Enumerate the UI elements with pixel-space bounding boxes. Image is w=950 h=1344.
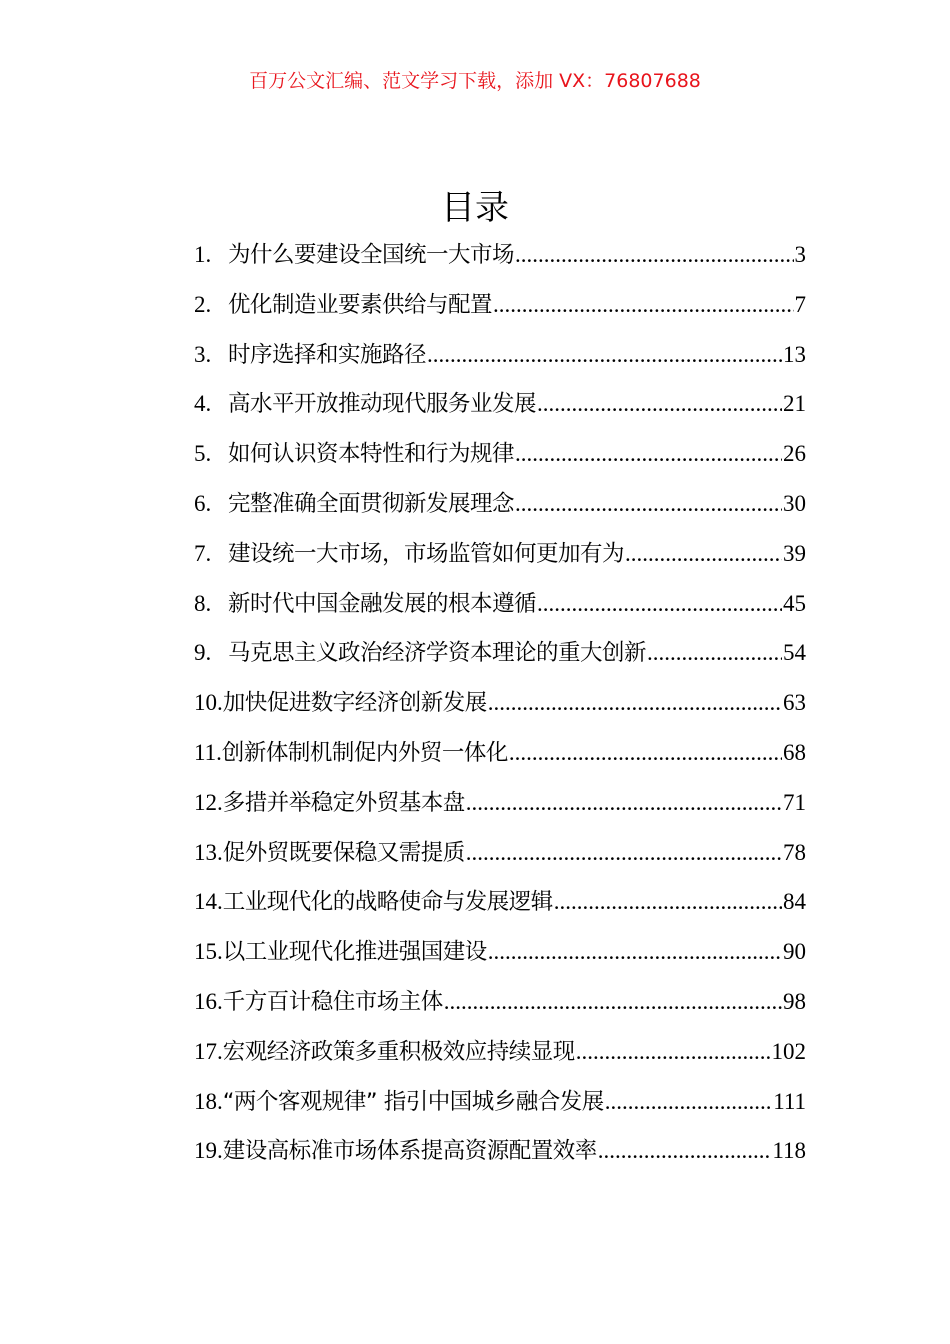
toc-title: 时序选择和实施路径 [228, 341, 427, 368]
toc-entry[interactable] [194, 778, 806, 828]
dot-leader [444, 977, 782, 1027]
toc-entry[interactable] [194, 429, 806, 479]
dot-leader [427, 330, 782, 380]
toc-entry[interactable] [194, 1077, 806, 1127]
dot-leader [488, 678, 782, 728]
toc-entry[interactable] [194, 678, 806, 728]
toc-entry[interactable] [194, 628, 806, 678]
toc-page: 39 [783, 540, 806, 566]
toc-title: 促外贸既要保稳又需提质 [222, 839, 465, 866]
dot-leader [488, 927, 782, 977]
toc-number: 2. [194, 291, 212, 317]
toc-page: 45 [783, 590, 806, 616]
toc-number: 14. [194, 889, 223, 915]
dot-leader [537, 579, 782, 629]
toc-page: 26 [783, 441, 806, 467]
toc-entry[interactable] [194, 330, 806, 380]
toc-title: 以工业现代化推进强国建设 [222, 939, 487, 966]
toc-page: 102 [771, 1038, 806, 1064]
dot-leader [466, 778, 782, 828]
toc-entry[interactable] [194, 579, 806, 629]
toc-entry[interactable] [194, 828, 806, 878]
toc-page: 30 [783, 490, 806, 516]
toc-title: 创新体制机制促内外贸一体化 [221, 739, 508, 766]
toc-title: 高水平开放推动现代服务业发展 [228, 391, 537, 418]
toc-title: “两个客观规律” 指引中国城乡融合发展 [222, 1088, 604, 1115]
toc-page: 68 [783, 739, 806, 765]
toc-page: 118 [772, 1138, 806, 1164]
toc-number: 5. [194, 441, 212, 467]
dot-leader [537, 379, 782, 429]
toc-entry[interactable] [194, 379, 806, 429]
watermark-header: 百万公文汇编、范文学习下载，添加 VX：76807688 [249, 70, 701, 92]
toc-entry[interactable] [194, 728, 806, 778]
toc-page: 7 [794, 291, 806, 317]
toc-page: 71 [783, 789, 806, 815]
toc-number: 10. [194, 690, 223, 716]
dot-leader [466, 828, 782, 878]
dot-leader [598, 1126, 772, 1176]
toc-title: 宏观经济政策多重积极效应持续显现 [222, 1038, 575, 1065]
toc-page: 3 [794, 242, 806, 267]
toc-number: 11. [194, 739, 222, 765]
toc-number: 13. [194, 839, 223, 865]
toc-entry[interactable] [194, 230, 806, 280]
dot-leader [515, 479, 782, 529]
toc-entry[interactable] [194, 479, 806, 529]
toc-number: 17. [194, 1038, 223, 1064]
toc-entry[interactable] [194, 1126, 806, 1176]
toc-title: 加快促进数字经济创新发展 [222, 690, 487, 717]
toc-entry[interactable] [194, 977, 806, 1027]
toc-number: 6. [194, 490, 212, 516]
toc-number: 18. [194, 1088, 223, 1114]
toc-entry[interactable] [194, 927, 806, 977]
toc-title: 新时代中国金融发展的根本遵循 [228, 590, 537, 617]
toc-page: 90 [783, 939, 806, 965]
toc-title: 工业现代化的战略使命与发展逻辑 [222, 889, 553, 916]
toc-entry[interactable] [194, 1027, 806, 1077]
toc-title: 优化制造业要素供给与配置 [228, 291, 493, 318]
toc-page: 84 [783, 889, 806, 915]
toc-number: 1. [194, 242, 212, 267]
dot-leader [576, 1027, 771, 1077]
toc-number: 8. [194, 590, 212, 616]
toc-title: 千方百计稳住市场主体 [222, 988, 443, 1015]
toc-title: 马克思主义政治经济学资本理论的重大创新 [228, 640, 647, 667]
toc-number: 16. [194, 988, 223, 1014]
toc-page: 13 [783, 341, 806, 367]
toc-page: 54 [783, 640, 806, 666]
toc-page: 63 [783, 690, 806, 716]
toc-page: 98 [783, 988, 806, 1014]
toc-page: 78 [783, 839, 806, 865]
dot-leader [515, 429, 782, 479]
toc-title: 建设统一大市场，市场监管如何更加有为 [228, 540, 625, 567]
toc-number: 9. [194, 640, 212, 666]
toc-number: 3. [194, 341, 212, 367]
dot-leader [647, 628, 782, 678]
dot-leader [554, 877, 782, 927]
toc-number: 15. [194, 939, 223, 965]
toc-page: 111 [773, 1088, 806, 1114]
page-title: 目录 [441, 188, 509, 228]
toc-title: 完整准确全面贯彻新发展理念 [228, 490, 515, 517]
dot-leader [515, 230, 793, 280]
toc-page: 21 [783, 391, 806, 417]
toc-number: 7. [194, 540, 212, 566]
toc-title: 多措并举稳定外贸基本盘 [222, 789, 465, 816]
dot-leader [493, 280, 793, 330]
toc-number: 12. [194, 789, 223, 815]
toc-title: 为什么要建设全国统一大市场 [228, 242, 515, 268]
toc-entry[interactable] [194, 877, 806, 927]
toc-number: 4. [194, 391, 212, 417]
toc-number: 19. [194, 1138, 223, 1164]
table-of-contents [194, 230, 806, 1176]
dot-leader [625, 529, 782, 579]
dot-leader [509, 728, 782, 778]
toc-title: 如何认识资本特性和行为规律 [228, 441, 515, 468]
dot-leader [605, 1077, 772, 1127]
toc-entry[interactable] [194, 529, 806, 579]
toc-entry[interactable] [194, 280, 806, 330]
toc-title: 建设高标准市场体系提高资源配置效率 [222, 1138, 597, 1165]
